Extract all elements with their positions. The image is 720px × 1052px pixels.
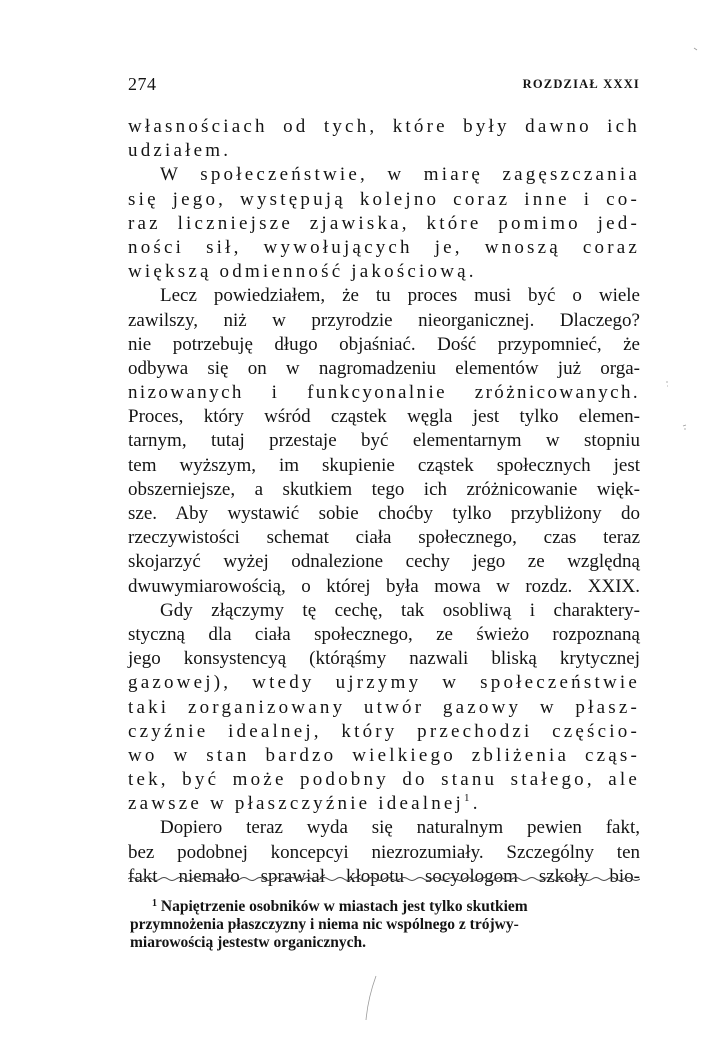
footnote-separator <box>128 876 640 882</box>
text-line: jego konsystencyą (którąśmy nazwali bliską krytycznej <box>128 648 640 670</box>
text-line: obszerniejsze, a skutkiem tego ich zróżnicowanie więk- <box>128 478 640 500</box>
text-line: Proces, który wśród cząstek węgla jest tylko elemen- <box>128 406 640 428</box>
text-line-with-footnote-ref: zawsze w płaszczyźnie idealnej$^1$. <box>128 792 481 815</box>
text-line: skojarzyć wyżej odnalezione cechy jego ze względną <box>128 551 640 573</box>
footnote-line: przymnożenia płaszczyzny i niema nic wspólnego z trójwy- <box>130 916 519 933</box>
text-line: tem wyższym, im skupienie cząstek społecznych jest <box>128 454 640 476</box>
text-line: raz liczniejsze zjawiska, które pomimo jed- <box>128 212 640 234</box>
text-line: taki zorganizowany utwór gazowy w płasz- <box>128 696 640 718</box>
text-line: Gdy złączymy tę cechę, tak osobliwą i charaktery- <box>160 599 640 621</box>
text-line: większą odmienność jakościową. <box>128 261 477 283</box>
text-line: odbywa się on w nagromadzeniu elementów już orga- <box>128 357 640 379</box>
footnote-marker: 1 <box>152 898 157 909</box>
text-line: Lecz powiedziałem, że tu proces musi być o wiele <box>160 285 640 307</box>
footnote-line: miarowością jestestw organicznych. <box>130 934 367 951</box>
body-text <box>128 115 640 889</box>
text-line: sze. Aby wystawić sobie choćby tylko przybliżony do <box>128 503 640 524</box>
text-line: ności sił, wywołujących je, wnoszą coraz <box>128 236 640 258</box>
running-head-chapter: ROZDZIAŁ XXXI <box>522 77 640 91</box>
footnote-reference: 1 <box>464 792 473 805</box>
text-line: W społeczeństwie, w miarę zagęszczania <box>160 164 640 186</box>
text-line: fakt niemało sprawiał kłopotu socyologom szkoły bio- <box>128 865 640 887</box>
text-line: Dopiero teraz wyda się naturalnym pewien fakt, <box>160 817 640 839</box>
text-line: dwuwymiarowością, o której była mowa w rozdz. XXIX. <box>128 575 640 597</box>
footnote-line <box>130 898 640 916</box>
text-line: zawilszy, niż w przyrodzie nieorganicznej. Dlaczego? <box>128 309 640 331</box>
text-line: bez podobnej koncepcyi niezrozumiały. Szczególny ten <box>128 841 640 863</box>
footnote-text: Napiętrzenie osobników w miastach jest tylko skutkiem <box>160 898 528 915</box>
footnote <box>130 898 640 952</box>
text-line: czyźnie idealnej, który przechodzi częścio- <box>128 720 640 742</box>
page-number: 274 <box>128 74 157 94</box>
text-line: rzeczywistości schemat ciała społecznego, czas teraz <box>128 527 640 549</box>
text-line: styczną dla ciała społecznego, ze świeżo rozpoznaną <box>128 623 640 645</box>
text-line: udziałem. <box>128 140 232 162</box>
text-line: nizowanych i funkcyonalnie zróżnicowanych. <box>128 382 640 404</box>
text-line: tek, być może podobny do stanu stałego, ale <box>128 769 640 791</box>
text-line: zawsze w płaszczyźnie idealnej <box>128 793 465 815</box>
text-line: wo w stan bardzo wielkiego zbliżenia cząs- <box>128 744 640 766</box>
text-line: nie potrzebuję długo objaśniać. Dość przypomnieć, że <box>128 333 640 355</box>
text-line: się jego, występują kolejno coraz inne i co- <box>128 188 640 210</box>
text-line: tarnym, tutaj przestaje być elementarnym w stopniu <box>128 430 640 452</box>
page-header <box>128 74 640 100</box>
text-line: własnościach od tych, które były dawno ich <box>128 116 640 137</box>
text-line: gazowej), wtedy ujrzymy w społeczeństwie <box>128 672 640 694</box>
